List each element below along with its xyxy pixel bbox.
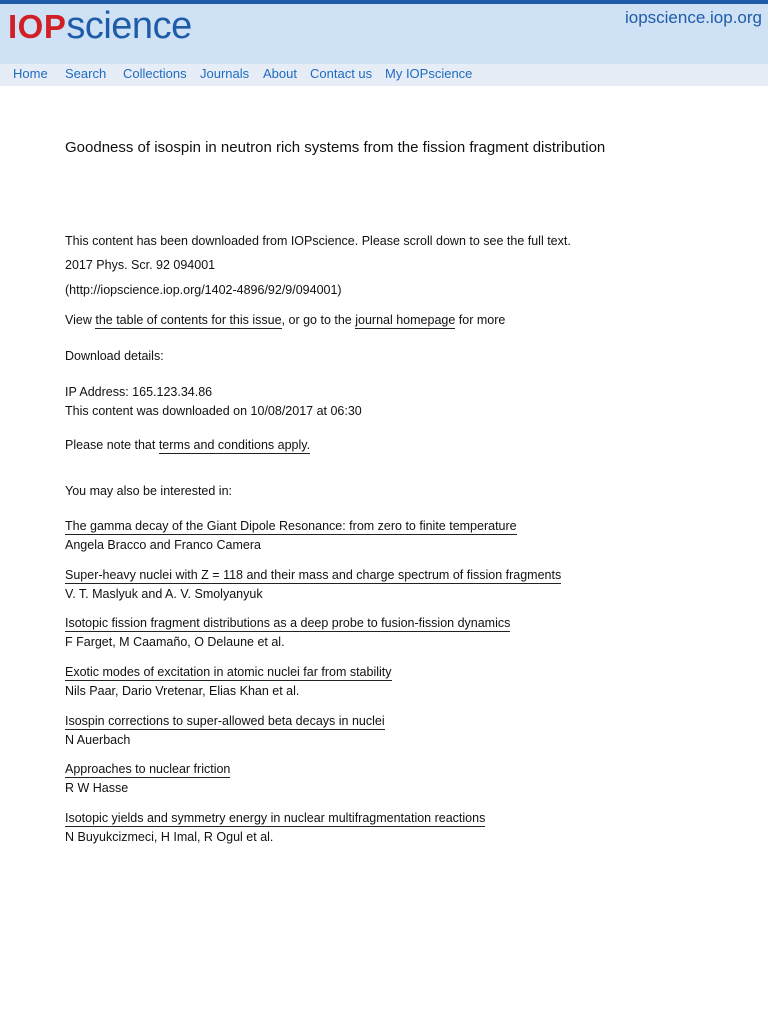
related-authors: N Auerbach bbox=[65, 733, 131, 747]
toc-link[interactable]: the table of contents for this issue bbox=[95, 313, 282, 327]
citation: 2017 Phys. Scr. 92 094001 bbox=[65, 258, 216, 272]
nav-contact-us[interactable]: Contact us bbox=[310, 66, 373, 81]
article-url: (http://iopscience.iop.org/1402-4896/92/9/094001) bbox=[65, 283, 342, 297]
site-link[interactable]: iopscience.iop.org bbox=[624, 8, 762, 27]
interested-label: You may also be interested in: bbox=[65, 484, 233, 498]
view-suffix: for more bbox=[455, 313, 506, 327]
view-line bbox=[65, 313, 505, 327]
nav-collections[interactable]: Collections bbox=[123, 66, 187, 81]
download-notice: This content has been downloaded from IOPscience. Please scroll down to see the full text. bbox=[65, 234, 571, 248]
related-link[interactable]: Exotic modes of excitation in atomic nuclei far from stability bbox=[65, 665, 392, 679]
related-authors: V. T. Maslyuk and A. V. Smolyanyuk bbox=[65, 587, 263, 601]
view-prefix: View bbox=[65, 313, 96, 327]
view-middle: , or go to the bbox=[281, 313, 356, 327]
related-authors: N Buyukcizmeci, H Imal, R Ogul et al. bbox=[65, 830, 274, 844]
nav-my-iopscience[interactable]: My IOPscience bbox=[385, 66, 473, 81]
related-title-3 bbox=[65, 616, 510, 630]
nav-home[interactable]: Home bbox=[13, 66, 48, 81]
logo-science: science bbox=[66, 5, 192, 47]
related-title-7 bbox=[65, 811, 485, 825]
related-authors: F Farget, M Caamaño, O Delaune et al. bbox=[65, 635, 285, 649]
related-authors: Angela Bracco and Franco Camera bbox=[65, 538, 261, 552]
related-title-5 bbox=[65, 714, 385, 728]
nav-search[interactable]: Search bbox=[65, 66, 107, 81]
related-title-6 bbox=[65, 762, 230, 776]
related-title-2 bbox=[65, 568, 561, 582]
nav-journals[interactable]: Journals bbox=[200, 66, 250, 81]
related-link[interactable]: Approaches to nuclear friction bbox=[65, 762, 231, 776]
related-title-4 bbox=[65, 665, 392, 679]
related-authors: R W Hasse bbox=[65, 781, 129, 795]
note-prefix: Please note that bbox=[65, 438, 159, 452]
site-header bbox=[0, 4, 768, 64]
related-authors: Nils Paar, Dario Vretenar, Elias Khan et al. bbox=[65, 684, 300, 698]
related-link[interactable]: Isospin corrections to super-allowed beta decays in nuclei bbox=[65, 714, 385, 728]
terms-line bbox=[65, 438, 310, 452]
related-link[interactable]: Isotopic fission fragment distributions as a deep probe to fusion-fission dynamics bbox=[65, 616, 511, 630]
logo-iop: IOP bbox=[8, 8, 67, 45]
download-details-label: Download details: bbox=[65, 349, 164, 363]
terms-link[interactable]: terms and conditions apply. bbox=[158, 438, 311, 452]
related-link[interactable]: Super-heavy nuclei with Z = 118 and their mass and charge spectrum of fission fragments bbox=[65, 568, 562, 582]
related-link[interactable]: The gamma decay of the Giant Dipole Resonance: from zero to finite temperature bbox=[65, 519, 517, 533]
article-title: Goodness of isospin in neutron rich systems from the fission fragment distribution bbox=[65, 139, 606, 156]
ip-address: IP Address: 165.123.34.86 bbox=[65, 385, 213, 399]
journal-homepage-link[interactable]: journal homepage bbox=[355, 313, 456, 327]
related-title-1 bbox=[65, 519, 517, 533]
nav-bar bbox=[0, 64, 768, 86]
iopscience-logo[interactable] bbox=[8, 4, 192, 56]
downloaded-on: This content was downloaded on 10/08/2017 at 06:30 bbox=[65, 404, 362, 418]
nav-about[interactable]: About bbox=[263, 66, 297, 81]
related-link[interactable]: Isotopic yields and symmetry energy in nuclear multifragmentation reactions bbox=[65, 811, 486, 825]
